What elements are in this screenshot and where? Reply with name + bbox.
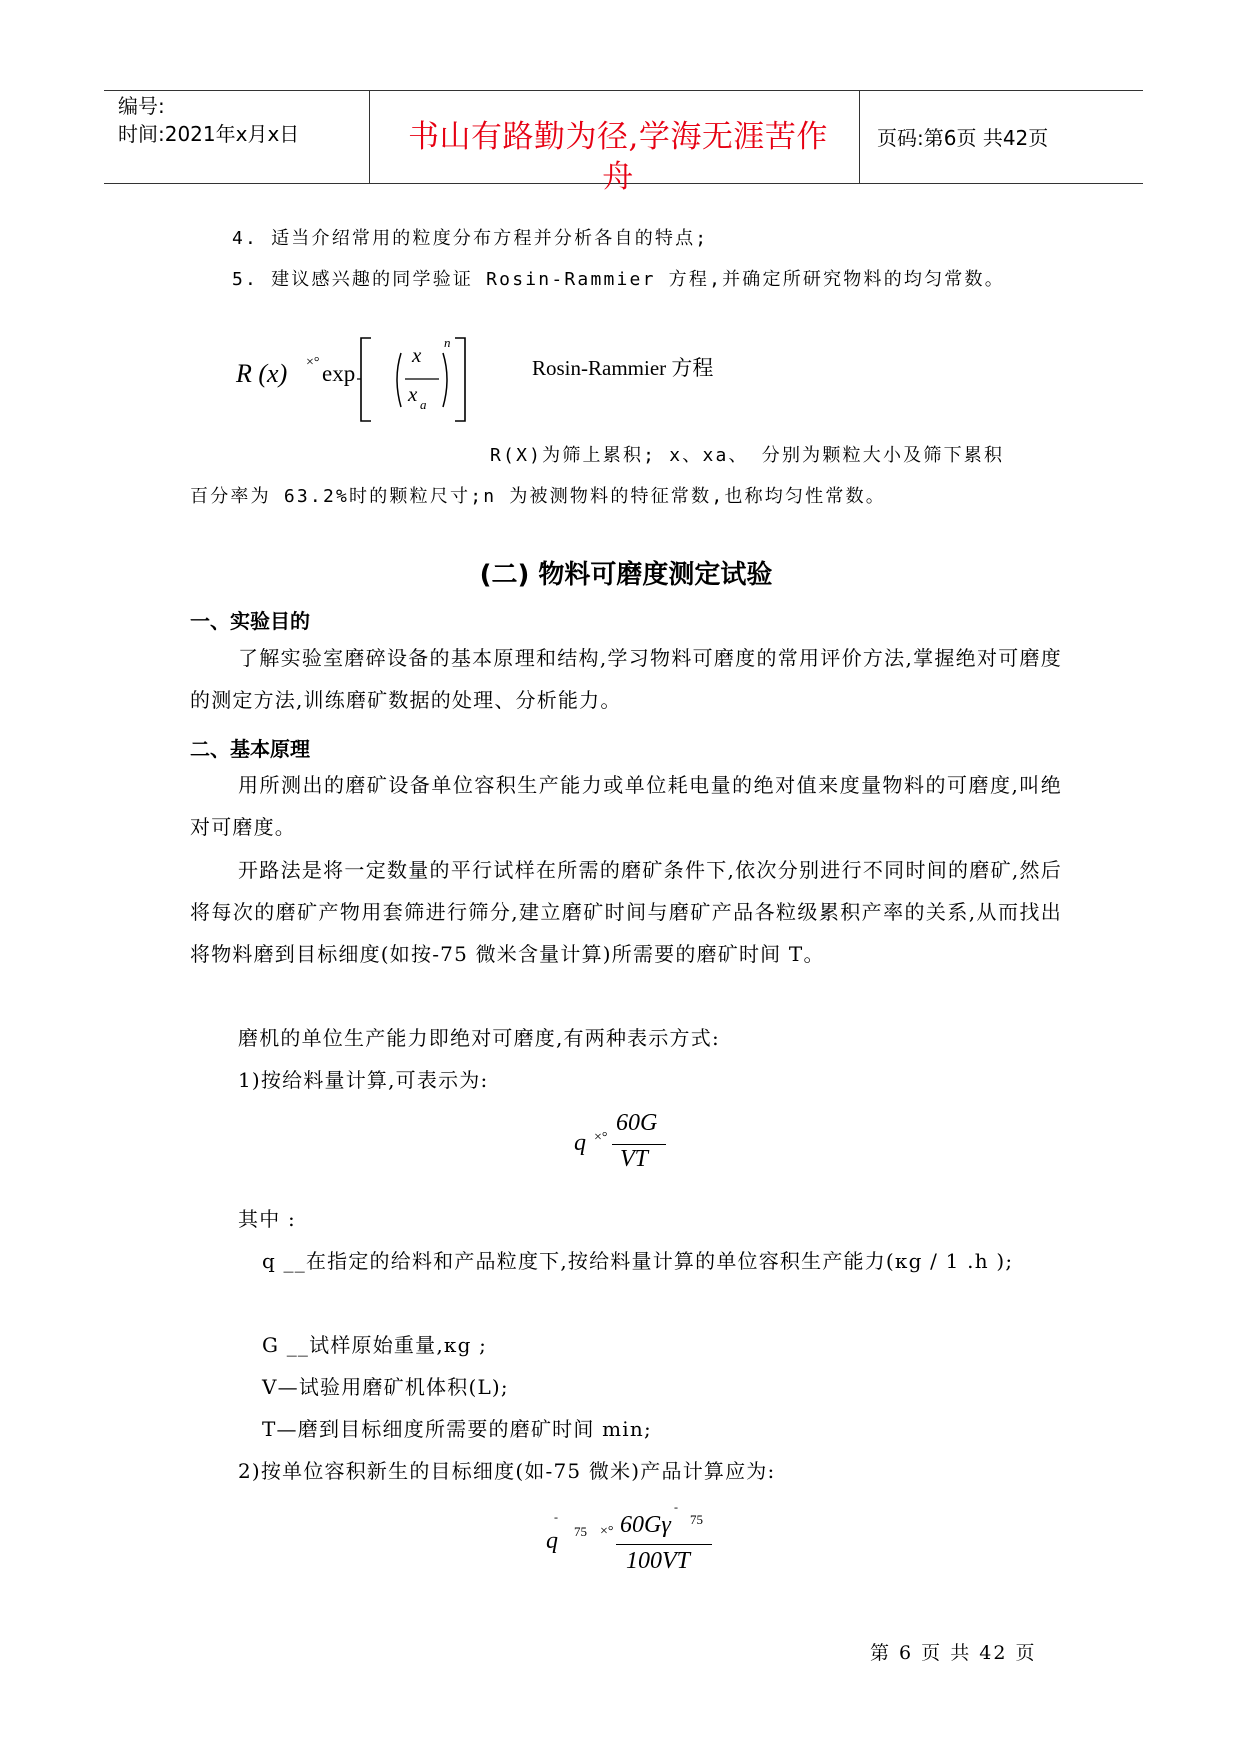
header-top-rule	[104, 90, 1143, 91]
formula-q75	[540, 1500, 760, 1582]
header-page-label: 页码:第6页 共42页	[877, 126, 1049, 150]
definition-t: T—磨到目标细度所需要的磨矿时间 min;	[262, 1417, 652, 1441]
section-title: (二) 物料可磨度测定试验	[479, 560, 773, 590]
paragraph: 开路法是将一定数量的平行试样在所需的磨矿条件下,依次分别进行不同时间的磨矿,然后将每次的磨矿产物用套筛进行筛分,建立磨矿时间与磨矿产品各粒级累积产率的关系,从而找出将物料磨到目标细度(如按-75 微米含量计算)所需要的磨矿时间 T。	[190, 858, 1062, 966]
where-label: 其中 :	[238, 1207, 296, 1231]
header-divider	[369, 90, 370, 183]
section-heading: 二、基本原理	[190, 737, 310, 761]
fraction-bar	[616, 1544, 712, 1545]
header-time-label: 时间:2021年x月x日	[118, 122, 300, 146]
formula-numerator: 60Gγ	[620, 1512, 671, 1538]
formula-exp: exp	[322, 361, 356, 386]
formula-equals-symbol: ×°	[594, 1130, 608, 1145]
page-header	[104, 90, 1143, 195]
formula-label: Rosin-Rammier 方程	[532, 356, 714, 380]
fraction-bar	[612, 1144, 666, 1145]
formula-denominator: 100VT	[626, 1548, 691, 1574]
definition-g: G __试样原始重量,κg ;	[262, 1333, 488, 1357]
formula-q	[570, 1110, 690, 1180]
section-heading: 一、实验目的	[190, 609, 310, 633]
paragraph: 用所测出的磨矿设备单位容积生产能力或单位耗电量的绝对值来度量物料的可磨度,叫绝对可磨度。	[190, 773, 1062, 839]
formula-denominator: x	[408, 382, 418, 406]
page-footer: 第 6 页 共 42 页	[870, 1642, 1037, 1664]
formula-subscript: 75	[574, 1524, 587, 1539]
formula-lhs: R (x)	[236, 359, 288, 388]
formula-den-subscript: a	[420, 397, 427, 412]
definition-v: V—试验用磨矿机体积(L);	[262, 1375, 509, 1399]
formula-equals-symbol: ×°	[306, 355, 320, 370]
formula-equals-symbol: ×°	[600, 1524, 614, 1539]
rosin-rammler-formula	[232, 335, 752, 425]
formula-numerator: 60G	[616, 1110, 658, 1136]
formula-lhs: q	[574, 1130, 586, 1156]
formula-denominator: VT	[620, 1146, 649, 1172]
header-slogan: 书山有路勤为径,学海无涯苦作舟	[408, 119, 828, 195]
list-item: 4. 适当介绍常用的粒度分布方程并分析各自的特点;	[232, 228, 709, 249]
list-item: 5. 建议感兴趣的同学验证 Rosin-Rammier 方程,并确定所研究物料的均匀常数。	[232, 269, 1005, 290]
formula-lhs: q	[546, 1528, 558, 1554]
formula-note: R(X)为筛上累积; x、xa、 分别为颗粒大小及筛下累积	[490, 445, 1005, 466]
formula-bar: -	[554, 1510, 558, 1524]
formula-power: n	[444, 335, 451, 350]
definition-q: q __在指定的给料和产品粒度下,按给料量计算的单位容积生产能力(κg / 1 .h );	[262, 1249, 1014, 1273]
header-divider	[859, 90, 860, 183]
paragraph: 磨机的单位生产能力即绝对可磨度,有两种表示方式:	[238, 1026, 720, 1050]
list-item: 1)按给料量计算,可表示为:	[238, 1068, 489, 1092]
formula-superscript: 75	[690, 1512, 703, 1527]
formula-numerator: x	[412, 343, 422, 367]
formula-note: 百分率为 63.2%时的颗粒尺寸;n 为被测物料的特征常数,也称均匀性常数。	[190, 486, 886, 507]
header-number-label: 编号:	[118, 94, 165, 118]
header-left-cell	[118, 92, 299, 148]
formula-bar: -	[674, 1500, 678, 1514]
list-item: 2)按单位容积新生的目标细度(如-75 微米)产品计算应为:	[238, 1459, 776, 1483]
paragraph: 了解实验室磨碎设备的基本原理和结构,学习物料可磨度的常用评价方法,掌握绝对可磨度的测定方法,训练磨矿数据的处理、分析能力。	[190, 646, 1062, 712]
